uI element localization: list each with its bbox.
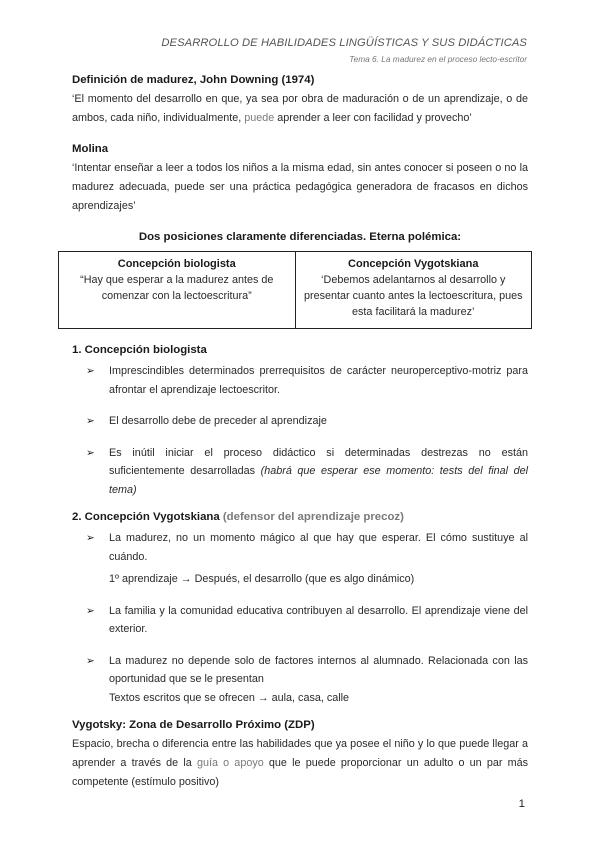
biologista-heading: 1. Concepción biologista: [72, 344, 207, 356]
biologista-item3-note: (habrá que esperar ese momento: tests del final del tema): [109, 465, 528, 496]
comparison-right-cell: [295, 252, 532, 329]
comparison-left-cell: [59, 252, 296, 329]
document-body: [72, 71, 528, 792]
downing-heading: Definición de madurez, John Downing (1974): [72, 74, 315, 86]
vygotskiana-heading-note: (defensor del aprendizaje precoz): [222, 511, 404, 523]
molina-heading: Molina: [72, 143, 109, 155]
comparison-right-text: ‘Debemos adelantarnos al desarrollo y presentar cuanto antes la lectoescritura, pues esta facilitará la madurez’: [304, 274, 523, 318]
vygotskiana-heading: 2. Concepción Vygotskiana (defensor del aprendizaje precoz): [72, 511, 404, 523]
list-item: ➢ La madurez, no un momento mágico al que hay que esperar. El cómo sustituye al cuándo. 1º aprendizaje → Después, el desarrollo (que es algo dinámico): [72, 529, 528, 589]
list-item: ➢ El desarrollo debe de preceder al aprendizaje: [72, 412, 528, 431]
comparison-table: [58, 251, 532, 329]
downing-quote-end: aprender a leer con facilidad y provecho’: [277, 112, 472, 124]
list-item: ➢ Es inútil iniciar el proceso didáctico si determinadas destrezas no están suficientemente desarrolladas (habrá que esperar ese momento: tests del final del tema): [72, 444, 528, 500]
biologista-list: [72, 362, 528, 499]
arrowhead-bullet-icon: ➢: [86, 365, 95, 377]
list-item: ➢ La familia y la comunidad educativa contribuyen al desarrollo. El aprendizaje viene del exterior.: [72, 602, 528, 639]
arrowhead-bullet-icon: ➢: [86, 446, 95, 459]
arrowhead-bullet-icon: ➢: [86, 415, 95, 427]
page-number: 1: [518, 798, 525, 810]
header-title: DESARROLLO DE HABILIDADES LINGÜÍSTICAS Y SUS DIDÁCTICAS: [161, 37, 527, 49]
zdp-text: Espacio, brecha o diferencia entre las habilidades que ya posee el niño y lo que puede llegar a aprender a través de la guía o apoyo que le puede proporcionar un adulto o un par más competente (estímulo positivo): [72, 738, 529, 788]
molina-quote: ‘Intentar enseñar a leer a todos los niños a la misma edad, sin antes conocer si poseen o no la madurez adecuada, puede ser una práctica pedagógica generadora de fracasos en dichos aprendizajes’: [72, 162, 528, 212]
vygotskiana-list: [72, 529, 528, 707]
vygotskiana-item3-sub: Textos escritos que se ofrecen → aula, casa, calle: [109, 691, 350, 704]
downing-quote-highlight: puede: [244, 112, 275, 124]
list-item: ➢ Imprescindibles determinados prerrequisitos de carácter neuroperceptivo-motriz para afrontar el aprendizaje lectoescritor.: [72, 362, 528, 399]
list-item: ➢ La madurez no depende solo de factores internos al alumnado. Relacionada con las oportunidad que se le presentan Textos escritos que se ofrecen → aula, casa, calle: [72, 652, 528, 708]
arrowhead-bullet-icon: ➢: [86, 654, 95, 667]
header-subtitle: Tema 6. La madurez en el proceso lecto-escritor: [349, 54, 527, 64]
vygotskiana-item1-sub: 1º aprendizaje → Después, el desarrollo (que es algo dinámico): [109, 573, 415, 585]
comparison-left-text: “Hay que esperar a la madurez antes de comenzar con la lectoescritura”: [80, 274, 274, 302]
comparison-caption: Dos posiciones claramente diferenciadas. Eterna polémica:: [138, 231, 462, 243]
zdp-heading: Vygotsky: Zona de Desarrollo Próximo (ZDP): [72, 719, 315, 731]
arrowhead-bullet-icon: ➢: [86, 604, 95, 617]
zdp-text-highlight: guía o apoyo: [196, 757, 264, 769]
arrowhead-bullet-icon: ➢: [86, 532, 95, 544]
downing-quote: [72, 90, 528, 128]
downing-quote-text: ‘El momento del desarrollo en que, ya sea por obra de maduración o de un aprendizaje, o de ambos, cada niño, individualmente,: [72, 93, 528, 124]
comparison-left-title: Concepción biologista: [117, 258, 236, 270]
comparison-right-title: Concepción Vygotskiana: [348, 258, 479, 270]
